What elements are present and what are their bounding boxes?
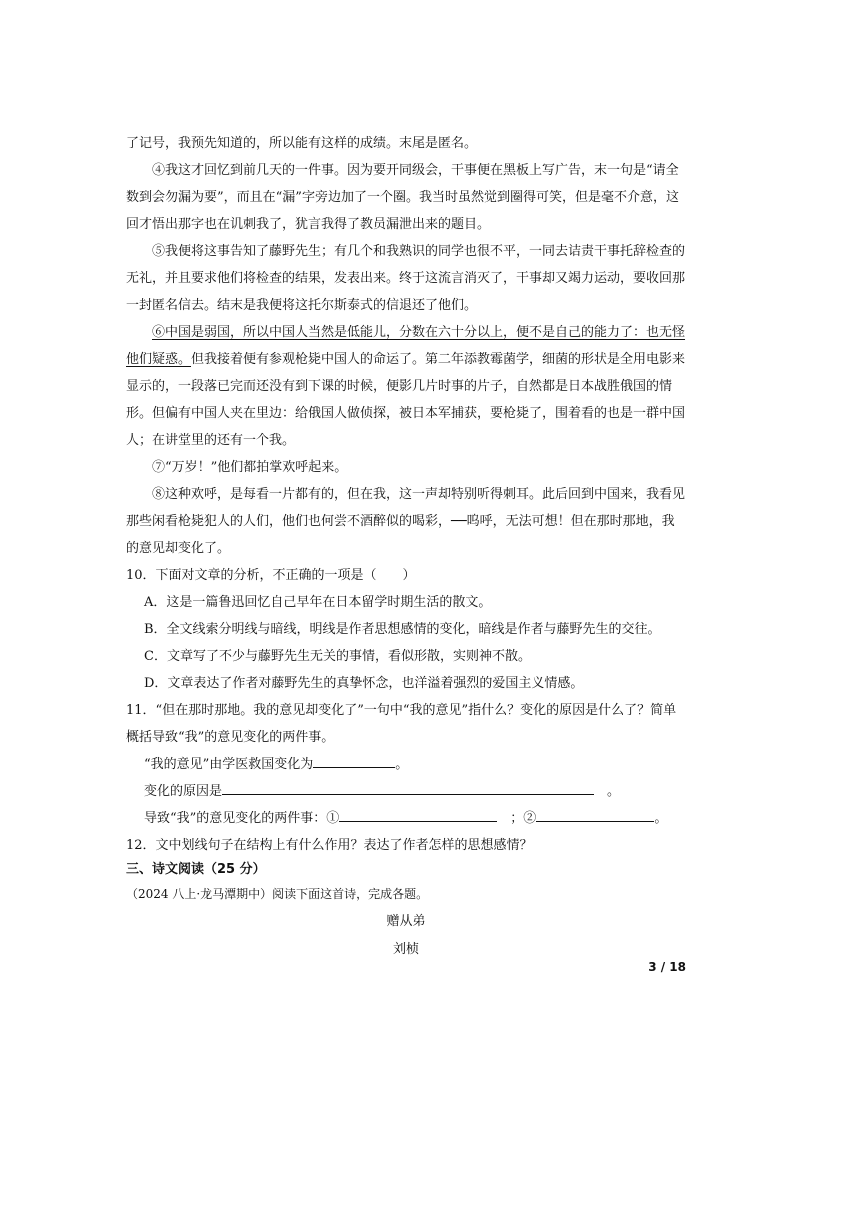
fill-suffix: 。	[395, 757, 409, 772]
question-11-line-1	[126, 751, 686, 778]
paragraph-6	[126, 319, 686, 454]
page-number: 3 / 18	[648, 960, 686, 974]
question-10-option-b: B．全文线索分明线与暗线，明线是作者思想感情的变化，暗线是作者与藤野先生的交往。	[144, 622, 661, 637]
poem-author: 刘桢	[392, 942, 419, 957]
question-12-stem: 12．文中划线句子在结构上有什么作用？表达了作者怎样的思想感情？	[126, 838, 533, 853]
question-source: （2024 八上·龙马潭期中）阅读下面这首诗，完成各题。	[126, 887, 429, 901]
question-10-option-a: A．这是一篇鲁迅回忆自己早年在日本留学时期生活的散文。	[144, 595, 492, 610]
fill-prefix: “我的意见”由学医救国变化为	[144, 757, 314, 772]
section-3-title: 三、诗文阅读（25 分）	[126, 862, 266, 877]
underlined-sentence: ⑥中国是弱国，所以中国人当然是低能儿，分数在六十分以上，便不是自己的能力了：也无怪他们疑惑。	[126, 325, 686, 367]
fill-mid: ；②	[497, 811, 537, 826]
fill-suffix: 。	[654, 811, 668, 826]
question-10-option-c: C．文章写了不少与藤野先生无关的事情，看似形散，实则神不散。	[144, 649, 531, 664]
fill-prefix: 导致“我”的意见变化的两件事：①	[144, 811, 340, 826]
fill-prefix: 变化的原因是	[144, 784, 223, 799]
poem-title: 赠从弟	[386, 914, 426, 929]
paragraph-6-rest: 但我接着便有参观枪毙中国人的命运了。第二年添教霉菌学，细菌的形状是全用电影来显示的，一段落已完而还没有到下课的时候，便影几片时事的片子，自然都是日本战胜俄国的情形。但偏有中国人夹在里边：给俄国人做侦探，被日本军捕获，要枪毙了，围着看的也是一群中国人；在讲堂里的还有一个我。	[126, 352, 686, 448]
answer-blank-opinion[interactable]	[313, 753, 395, 768]
fill-suffix: 。	[594, 784, 621, 799]
question-10-option-d: D．文章表达了作者对藤野先生的真挚怀念，也洋溢着强烈的爱国主义情感。	[144, 676, 584, 691]
question-11-line-2	[126, 778, 686, 805]
answer-blank-reason[interactable]	[222, 780, 594, 795]
paragraph-3-end: 了记号，我预先知道的，所以能有这样的成绩。末尾是匿名。	[126, 136, 478, 151]
paragraph-4: ④我这才回忆到前几天的一件事。因为要开同级会，干事便在黑板上写广告，末一句是“请全数到会勿漏为要”，而且在“漏”字旁边加了一个圈。我当时虽然觉到圈得可笑，但是毫不介意，这回才悟出那字也在讥刺我了，犹言我得了教员漏泄出来的题目。	[126, 163, 679, 232]
question-11-line-3	[126, 805, 686, 832]
question-10-stem: 10．下面对文章的分析，不正确的一项是（ ）	[126, 568, 416, 583]
paragraph-5: ⑤我便将这事告知了藤野先生；有几个和我熟识的同学也很不平，一同去诘责干事托辞检查的无礼，并且要求他们将检查的结果，发表出来。终于这流言消灭了，干事却又竭力运动，要收回那一封匿名信去。结末是我便将这托尔斯泰式的信退还了他们。	[126, 244, 686, 313]
page-content	[126, 130, 686, 963]
paragraph-7: ⑦“万岁！”他们都拍掌欢呼起来。	[152, 460, 348, 475]
answer-blank-event-2[interactable]	[536, 807, 654, 822]
paragraph-8: ⑧这种欢呼，是每看一片都有的，但在我，这一声却特别听得刺耳。此后回到中国来，我看见那些闲看枪毙犯人的人们，他们也何尝不酒醉似的喝彩，──呜呼，无法可想！但在那时那地，我的意见却变化了。	[126, 487, 686, 556]
question-11-stem: 11．“但在那时那地。我的意见却变化了”一句中“我的意见”指什么？变化的原因是什么了？简单概括导致“我”的意见变化的两件事。	[126, 703, 677, 745]
answer-blank-event-1[interactable]	[339, 807, 497, 822]
